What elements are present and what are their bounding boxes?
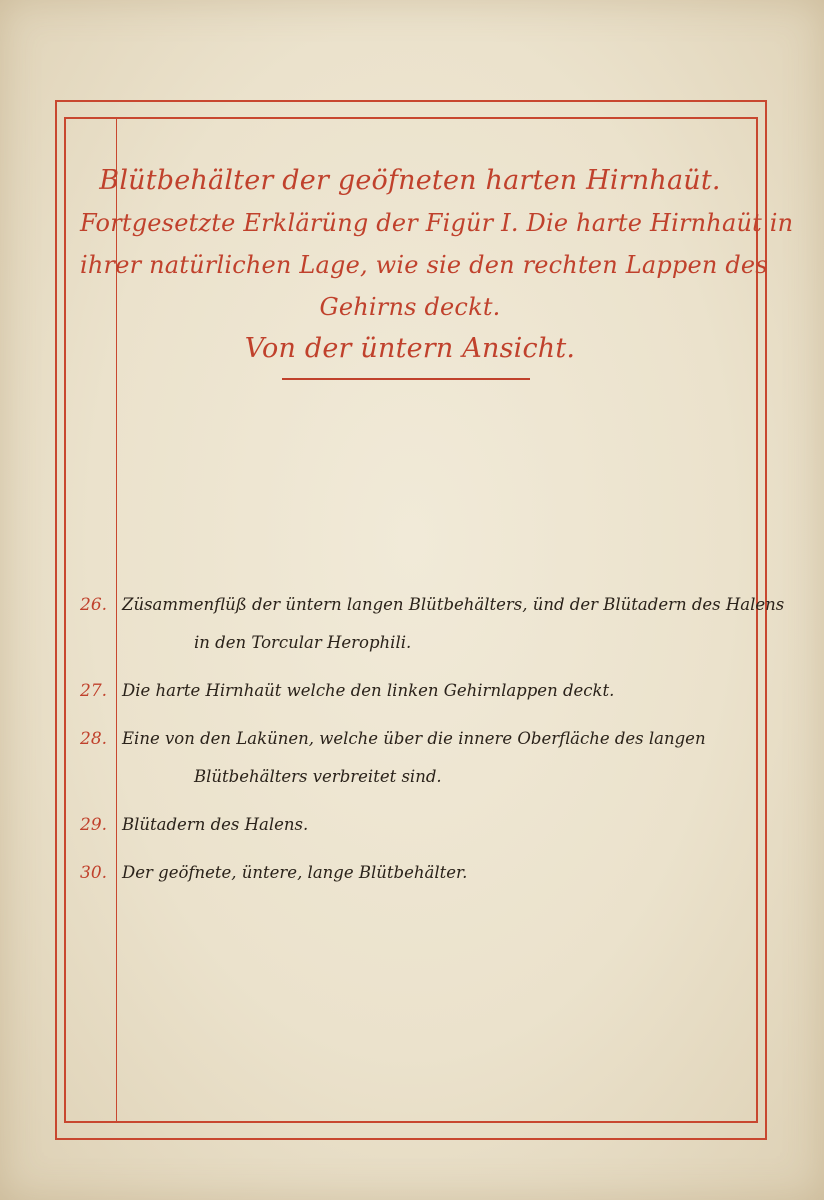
entry-number: 28. bbox=[80, 729, 108, 749]
entry-number: 27. bbox=[80, 681, 108, 701]
entry-text: Die harte Hirnhaüt welche den linken Gehirnlappen deckt. bbox=[122, 681, 615, 700]
entry-text: Der geöfnete, üntere, lange Blütbehälter. bbox=[122, 863, 468, 882]
title-block bbox=[80, 160, 794, 380]
legend-entry-26 bbox=[80, 586, 785, 662]
entry-text-continued: Blütbehälters verbreitet sind. bbox=[194, 767, 442, 786]
entry-text-continued: in den Torcular Herophili. bbox=[194, 633, 412, 652]
title-line-4: Gehirns deckt. bbox=[319, 293, 501, 321]
entry-number: 30. bbox=[80, 863, 108, 883]
title-underline bbox=[282, 378, 530, 380]
legend-entry-27 bbox=[80, 672, 740, 710]
entry-text: Blütadern des Halens. bbox=[122, 815, 309, 834]
entry-number: 26. bbox=[80, 595, 108, 615]
title-line-3: ihrer natürlichen Lage, wie sie den rechten Lappen des bbox=[80, 251, 768, 279]
legend-entry-29 bbox=[80, 806, 740, 844]
title-line-1: Blütbehälter der geöfneten harten Hirnhaüt. bbox=[99, 165, 721, 196]
legend-entries bbox=[80, 586, 785, 902]
title-line-2: Fortgesetzte Erklärüng der Figür I. Die harte Hirnhaüt in bbox=[80, 209, 794, 237]
title-line-5: Von der üntern Ansicht. bbox=[244, 333, 576, 364]
entry-number: 29. bbox=[80, 815, 108, 835]
entry-text: Eine von den Lakünen, welche über die innere Oberfläche des langen bbox=[122, 729, 706, 748]
entry-text: Züsammenflüß der üntern langen Blütbehälters, ünd der Blütadern des Halens bbox=[122, 595, 785, 614]
legend-entry-28 bbox=[80, 720, 740, 796]
legend-entry-30 bbox=[80, 854, 740, 892]
